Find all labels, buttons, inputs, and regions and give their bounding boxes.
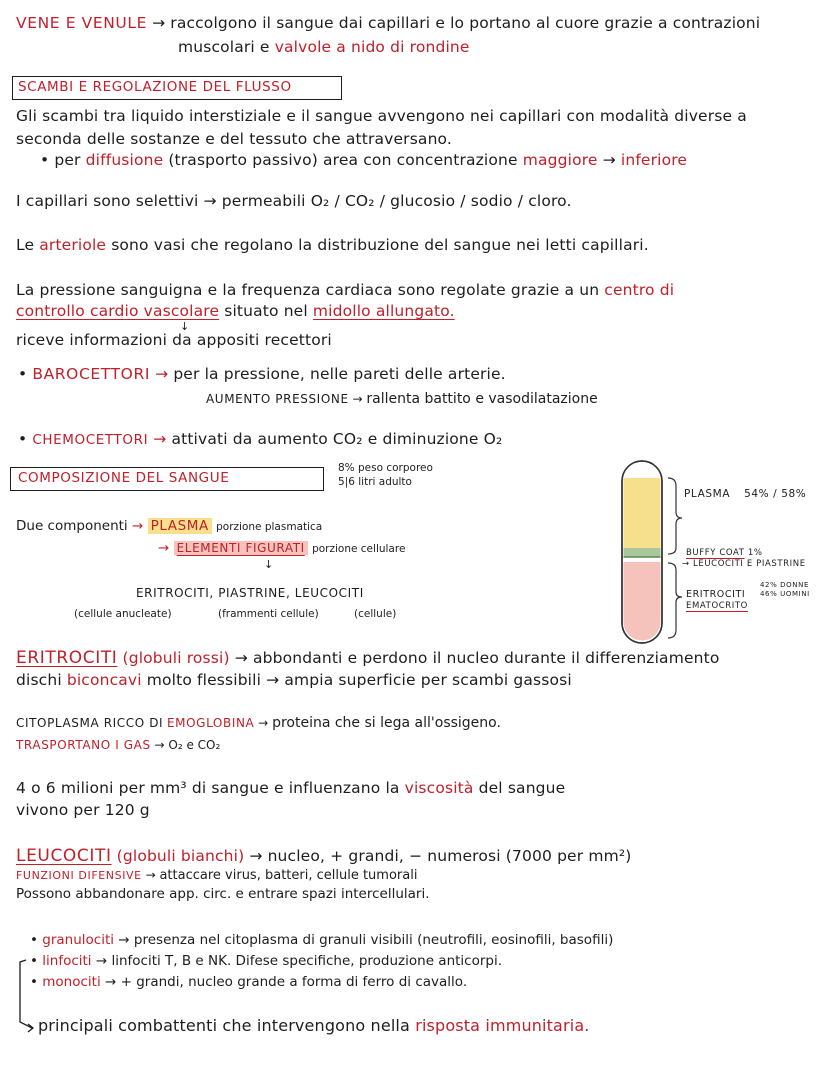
- composizione-title: COMPOSIZIONE DEL SANGUE: [18, 470, 230, 486]
- tipo-leucociti: (cellule): [354, 608, 397, 620]
- capillari-line: I capillari sono selettivi → permeabili O₂ / CO₂ / glucosio / sodio / cloro.: [16, 192, 572, 210]
- aumento-line: AUMENTO PRESSIONE → rallenta battito e vasodilatazione: [206, 391, 598, 407]
- arrow-icon: →: [118, 932, 130, 948]
- monociti-line: • monociti → + grandi, nucleo grande a forma di ferro di cavallo.: [30, 974, 468, 990]
- principali-line: principali combattenti che intervengono nella risposta immunitaria.: [38, 1016, 590, 1035]
- citoplasma-line: CITOPLASMA RICCO DI EMOGLOBINA → proteina che si lega all'ossigeno.: [16, 715, 501, 731]
- arrow-icon: →: [352, 392, 363, 406]
- arrow-icon: →: [266, 671, 280, 689]
- diffusione-bullet: • per diffusione (trasporto passivo) area con concentrazione maggiore → inferiore: [40, 151, 688, 169]
- tube-eritro-label: ERITROCITI: [686, 589, 746, 600]
- pressione-line1: La pressione sanguigna e la frequenza cardiaca sono regolate grazie a un centro di: [16, 281, 675, 299]
- arrow-icon: →: [249, 847, 263, 865]
- arrow-icon: →: [203, 192, 217, 210]
- arrow-icon: →: [258, 716, 269, 730]
- arrow-icon: →: [155, 365, 169, 383]
- trasportano-line: TRASPORTANO I GAS → O₂ e CO₂: [16, 738, 221, 752]
- arrow-icon: →: [131, 518, 144, 534]
- arrow-icon: →: [158, 540, 170, 556]
- arrow-icon: →: [105, 974, 117, 990]
- bracket-arrowhead: [28, 1024, 33, 1032]
- vene-line1: VENE E VENULE → raccolgono il sangue dai capillari e lo portano al cuore grazie a contrazioni: [16, 14, 761, 32]
- milioni-line: 4 o 6 milioni per mm³ di sangue e influenzano la viscosità del sangue: [16, 779, 566, 797]
- tipo-eritrociti: (cellule anucleate): [74, 608, 172, 620]
- plasma-highlight: PLASMA: [148, 518, 212, 534]
- barocettori-line: • BAROCETTORI → per la pressione, nelle pareti delle arterie.: [18, 365, 506, 383]
- tube-uomini: 46% UOMINI: [760, 590, 810, 598]
- elementi-line: → ELEMENTI FIGURATI porzione cellulare: [158, 540, 406, 556]
- granulociti-line: • granulociti → presenza nel citoplasma di granuli visibili (neutrofili, eosinofili, basofili): [30, 932, 614, 948]
- arrow-icon: →: [95, 953, 108, 969]
- down-arrow-icon: ↓: [264, 558, 274, 571]
- scambi-p1: Gli scambi tra liquido interstiziale e il sangue avvengono nei capillari con modalità diverse a: [16, 107, 747, 125]
- arrow-icon: →: [682, 559, 690, 569]
- pressione-line2: controllo cardio vascolare situato nel midollo allungato.: [16, 302, 455, 320]
- linfociti-line: • linfociti → linfociti T, B e NK. Difese specifiche, produzione anticorpi.: [30, 953, 503, 969]
- bullet-icon: •: [30, 953, 38, 969]
- arrow-icon: →: [154, 738, 165, 752]
- bullet-icon: •: [18, 430, 28, 448]
- arrow-icon: →: [152, 14, 166, 32]
- peso-note: 8% peso corporeo: [338, 462, 433, 474]
- bullet-icon: •: [30, 932, 38, 948]
- tube-buffy-desc: → LEUCOCITI E PIASTRINE: [682, 559, 806, 569]
- leucociti-line1: LEUCOCITI (globuli bianchi) → nucleo, + grandi, − numerosi (7000 per mm²): [16, 846, 632, 866]
- arrow-icon: →: [153, 430, 167, 448]
- arrow-icon: →: [234, 649, 248, 667]
- chemocettori-line: • CHEMOCETTORI → attivati da aumento CO₂ e diminuzione O₂: [18, 430, 503, 448]
- possono-line: Possono abbandonare app. circ. e entrare spazi intercellulari.: [16, 886, 430, 902]
- tipi-line: ERITROCITI, PIASTRINE, LEUCOCITI: [136, 586, 364, 600]
- due-componenti-line: Due componenti → PLASMA porzione plasmatica: [16, 518, 323, 534]
- scambi-p2: seconda delle sostanze e del tessuto che attraversano.: [16, 130, 452, 148]
- riceve-line: riceve informazioni da appositi recettori: [16, 331, 332, 349]
- bullet-icon: •: [30, 974, 38, 990]
- bullet-icon: •: [40, 151, 50, 169]
- tube-donne: 42% DONNE: [760, 581, 809, 589]
- vene-title: VENE E VENULE: [16, 14, 147, 32]
- funzioni-line: FUNZIONI DIFENSIVE → attaccare virus, batteri, cellule tumorali: [16, 868, 418, 883]
- eritrociti-line1: ERITROCITI (globuli rossi) → abbondanti e perdono il nucleo durante il differenziamento: [16, 648, 720, 668]
- litri-note: 5|6 litri adulto: [338, 476, 412, 488]
- tipo-piastrine: (frammenti cellule): [218, 608, 319, 620]
- leucociti-title: LEUCOCITI: [16, 846, 112, 866]
- tube-plasma-label: PLASMA 54% / 58%: [684, 488, 807, 500]
- arteriole-line: Le arteriole sono vasi che regolano la distribuzione del sangue nei letti capillari.: [16, 236, 649, 254]
- down-arrow-icon: ↓: [180, 320, 190, 333]
- tube-buffy-label: BUFFY COAT 1%: [686, 548, 763, 558]
- bullet-icon: •: [18, 365, 28, 383]
- scambi-title: SCAMBI E REGOLAZIONE DEL FLUSSO: [18, 79, 292, 95]
- arrow-icon: →: [145, 868, 156, 882]
- arrow-icon: →: [602, 151, 616, 169]
- vivono-line: vivono per 120 g: [16, 801, 150, 819]
- eritrociti-line2: dischi biconcavi molto flessibili → ampia superficie per scambi gassosi: [16, 671, 572, 689]
- elementi-highlight: ELEMENTI FIGURATI: [174, 541, 308, 555]
- tube-ematocrito-label: EMATOCRITO: [686, 601, 748, 611]
- vene-line2: muscolari e valvole a nido di rondine: [178, 38, 470, 56]
- eritrociti-title: ERITROCITI: [16, 648, 118, 668]
- bracket-line: [20, 960, 32, 1028]
